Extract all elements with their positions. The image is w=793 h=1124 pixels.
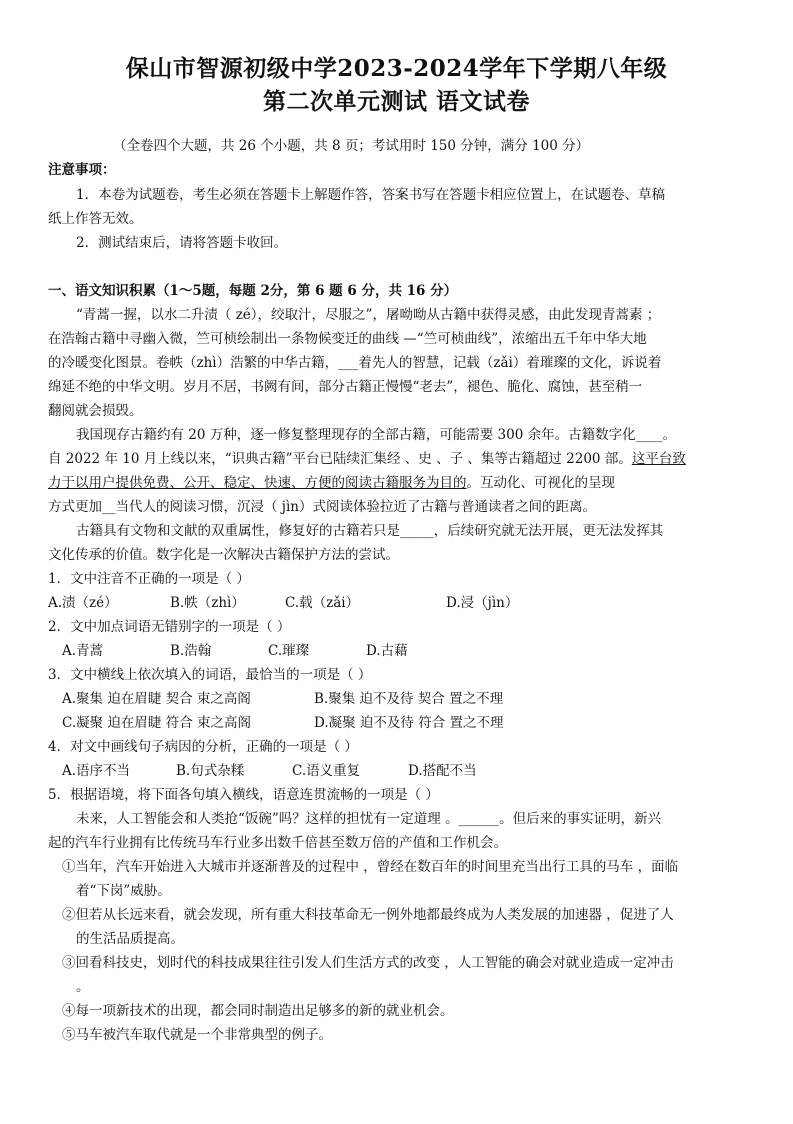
passage-p3-line2: 文化传承的价值。数字化是一次解决古籍保护方法的尝试。 [48, 547, 399, 563]
passage-p1-line2: 在浩翰古籍中寻幽入微，竺可桢绘制出一条物候变迁的曲线 —“竺可桢曲线”，浓缩出五千年中华大地 [48, 331, 647, 347]
q1-option-b: B.帙（zhì） [170, 595, 245, 611]
q5-sentence3-line2: 。 [76, 979, 90, 995]
q2-option-b: B.浩翰 [170, 643, 212, 659]
q5-sentence1-line2: 着“下岗”威胁。 [76, 883, 171, 899]
exam-title-line1: 保山市智源初级中学2023-2024学年下学期八年级 [125, 55, 668, 82]
passage-p1-line3: 的冷暖变化图景。卷帙（zhì）浩繁的中华古籍，___着先人的智慧，记载（zǎi）着璀璨的文化，诉说着 [48, 355, 662, 371]
q4-stem: 4．对文中画线句子病因的分析，正确的一项是（ ） [48, 739, 358, 755]
exam-title-line2: 第二次单元测试 语文试卷 [262, 88, 530, 115]
q5-sentence2-line1: ②但若从长远来看，就会发现，所有重大科技革命无一例外地都最终成为人类发展的加速器 ，促进了人 [62, 907, 674, 923]
q3-option-c: C.凝聚 迫在眉睫 符合 束之高阁 [62, 715, 252, 731]
q3-stem: 3．文中横线上依次填入的词语，最恰当的一项是（ ） [48, 667, 372, 683]
notice-item2: 2．测试结束后，请将答题卡收回。 [76, 235, 288, 251]
section1-heading: 一、语文知识积累（1～5题，每题 2分，第 6 题 6 分，共 16 分） [48, 283, 458, 299]
passage-p3-line1: 古籍具有文物和文献的双重属性，修复好的古籍若只是_____，后续研究就无法开展，更无法发挥其 [76, 523, 664, 539]
q2-stem: 2．文中加点词语无错别字的一项是（ ） [48, 619, 291, 635]
q3-option-b: B.聚集 迫不及待 契合 置之不理 [314, 691, 504, 707]
q2-option-a: A.青蒿 [62, 643, 104, 659]
q4-option-c: C.语义重复 [292, 763, 361, 779]
q4-option-d: D.搭配不当 [408, 763, 477, 779]
passage-p2-line2-text: 自 2022 年 10 月上线以来，“识典古籍”平台已陆续汇集经 、史 、子 、集等古籍超过 2200 部。 [48, 451, 632, 467]
q1-option-d: D.浸（jìn） [446, 595, 519, 611]
q5-sentence2-line2: 的生活品质提高。 [76, 931, 184, 947]
q4-option-b: B.句式杂糅 [176, 763, 245, 779]
exam-info: （全卷四个大题，共 26 个小题，共 8 页；考试用时 150 分钟，满分 100 分） [113, 138, 590, 154]
passage-p2-line1: 我国现存古籍约有 20 万种，逐一修复整理现存的全部古籍，可能需要 300 余年。古籍数字化____。 [76, 427, 677, 443]
q5-sentence3-line1: ③回看科技史，划时代的科技成果往往引发人们生活方式的改变 ，人工智能的确会对就业造成一定冲击 [62, 955, 674, 971]
q5-context-line2: 起的汽车行业拥有比传统马车行业多出数千倍甚至数万倍的产值和工作机会。 [48, 835, 507, 851]
q2-option-d: D.古藉 [366, 643, 408, 659]
notice-heading: 注意事项： [48, 162, 116, 178]
q1-option-a: A.渍（zé） [48, 595, 118, 611]
q1-stem: 1．文中注音不正确的一项是（ ） [48, 571, 250, 587]
q3-option-a: A.聚集 迫在眉睫 契合 束之高阁 [62, 691, 251, 707]
underlined-sentence-start: 这平台致 [631, 451, 686, 467]
q1-option-c: C.载（zǎi） [285, 595, 360, 611]
passage-p1-line4: 绵延不绝的中华文明。岁月不居，书阙有间，部分古籍正慢慢“老去”，褪色、脆化、腐蚀，甚至稍一 [48, 379, 643, 395]
passage-p2-line2 [48, 450, 686, 468]
notice-item1-line2: 纸上作答无效。 [48, 211, 143, 227]
q5-stem: 5．根据语境，将下面各句填入横线，语意连贯流畅的一项是（ ） [48, 787, 439, 803]
q3-option-d: D.凝聚 迫不及待 符合 置之不理 [314, 715, 504, 731]
passage-p1-line5: 翻阅就会损毁。 [48, 403, 143, 419]
q5-context-line1: 未来，人工智能会和人类抢“饭碗”吗？这样的担忧有一定道理 。______。但后来的事实证明，新兴 [76, 811, 662, 827]
notice-item1-line1: 1．本卷为试题卷，考生必须在答题卡上解题作答，答案书写在答题卡相应位置上，在试题卷、草稿 [76, 187, 666, 203]
q5-sentence4: ④每一项新技术的出现，都会同时制造出足够多的新的就业机会。 [62, 1003, 454, 1019]
passage-p2-line3 [48, 474, 615, 492]
underlined-sentence-end: 力于以用户提供免费、公开、稳定、快速、方便的阅读古籍服务为目的 [48, 475, 467, 491]
passage-p2-line3-text: 。互动化、可视化的呈现 [466, 475, 615, 491]
q5-sentence5: ⑤马车被汽车取代就是一个非常典型的例子。 [62, 1027, 332, 1043]
q5-sentence1-line1: ①当年，汽车开始进入大城市并逐渐普及的过程中 ，曾经在数百年的时间里充当出行工具的马车 ，面临 [62, 859, 679, 875]
q2-option-c: C.璀璨 [268, 643, 310, 659]
passage-p2-line4: 方式更加__当代人的阅读习惯，沉浸（ jìn）式阅读体验拉近了古籍与普通读者之间的距离。 [48, 499, 596, 515]
passage-p1-line1: “青蒿一握，以水二升渍（ zé），绞取汁，尽服之”，屠呦呦从古籍中获得灵感，由此发现青蒿素 ； [76, 307, 661, 323]
q4-option-a: A.语序不当 [62, 763, 131, 779]
